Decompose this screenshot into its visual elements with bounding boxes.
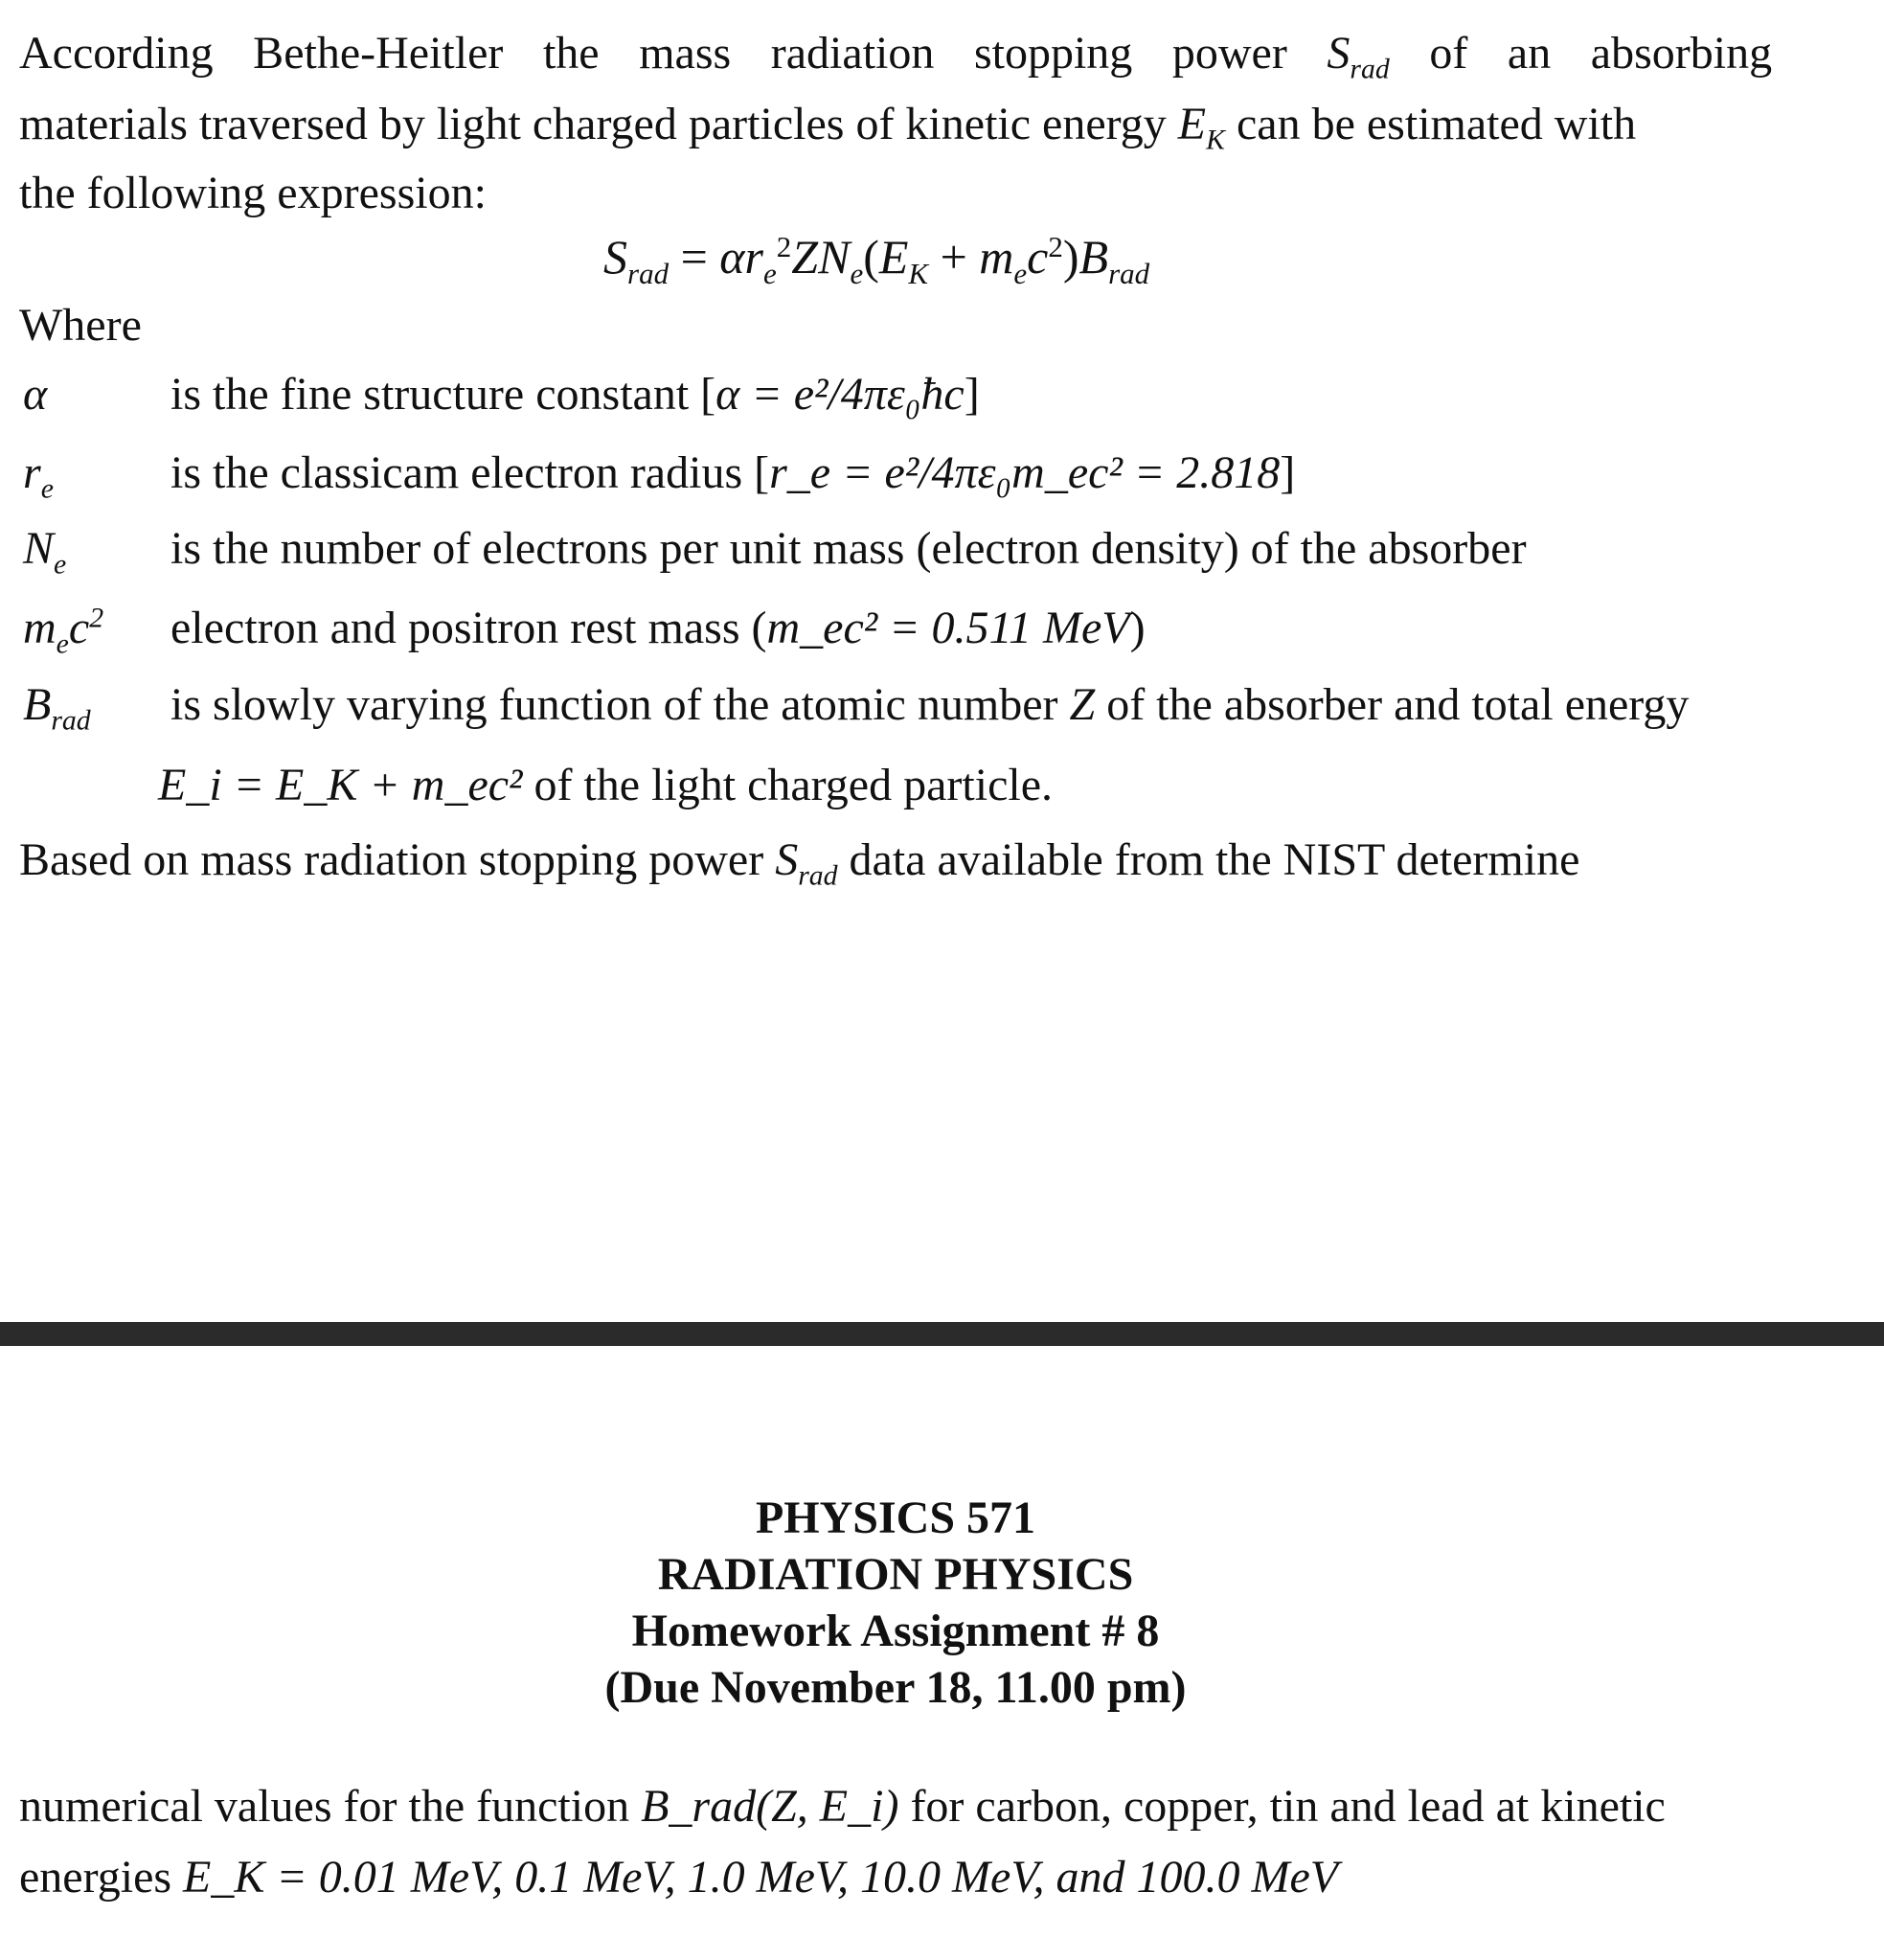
- course-subtitle: RADIATION PHYSICS: [657, 1549, 1134, 1600]
- word: absorbing: [1590, 28, 1773, 79]
- definition-text: is the classicam electron radius [r_e = e²/4πε₀m_ec² = 2.818]: [170, 447, 1296, 498]
- main-equation: $S_{rad} = \alpha r_e^2ZN_e(E_K + m_ec^2)B_{rad}$: [603, 229, 1150, 290]
- word: power: [1171, 28, 1287, 79]
- word: mass: [639, 28, 732, 79]
- word: Bethe-Heitler: [253, 28, 504, 79]
- word: of: [1429, 28, 1468, 79]
- task-line-2: energies E_K = 0.01 MeV, 0.1 MeV, 1.0 MeV, 10.0 MeV, and 100.0 MeV: [19, 1852, 1339, 1903]
- definition-text: is slowly varying function of the atomic number Z of the absorber and total energy: [170, 679, 1690, 730]
- word: an: [1507, 28, 1552, 79]
- definition-text: is the fine structure constant [α = e²/4πε₀ħc]: [170, 369, 980, 420]
- word: radiation: [770, 28, 935, 79]
- definition-text: electron and positron rest mass (m_ec² = 0.511 MeV): [170, 603, 1146, 653]
- word: According: [19, 28, 214, 79]
- due-date: (Due November 18, 11.00 pm): [604, 1662, 1187, 1713]
- intro-line-2: materials traversed by light charged particles of kinetic energy $E_K$ can be estimated with: [19, 99, 1637, 156]
- definition-continuation: E_i = E_K + m_ec² of the light charged particle.: [158, 760, 1054, 810]
- symbol-e-k: $E_K$: [1177, 99, 1225, 156]
- intro-line-1: [19, 27, 1773, 85]
- definition-text: is the number of electrons per unit mass (electron density) of the absorber: [170, 523, 1527, 574]
- page-divider: [0, 1322, 1884, 1346]
- definition-symbol: α: [23, 369, 48, 420]
- word: the: [542, 28, 600, 79]
- word: stopping: [973, 28, 1133, 79]
- definition-symbol: $N_e$: [23, 523, 67, 581]
- task-line-1: numerical values for the function B_rad(Z, E_i) for carbon, copper, tin and lead at kinetic: [19, 1781, 1666, 1832]
- definition-symbol: $r_e$: [23, 447, 54, 505]
- based-on-line: Based on mass radiation stopping power $S_{rad}$ data available from the NIST determine: [19, 834, 1580, 892]
- assignment-header: [0, 1490, 1791, 1716]
- definition-symbol: $m_ec^2$: [23, 602, 104, 660]
- intro-line-3: the following expression:: [19, 168, 487, 218]
- definition-symbol: $B_{rad}$: [23, 679, 91, 737]
- symbol-s-rad: $S_{rad}$: [1327, 28, 1390, 85]
- symbol-s-rad: $S_{rad}$: [775, 834, 838, 892]
- course-title: PHYSICS 571: [755, 1493, 1036, 1543]
- where-label: Where: [19, 300, 142, 351]
- assignment-title: Homework Assignment # 8: [631, 1606, 1160, 1656]
